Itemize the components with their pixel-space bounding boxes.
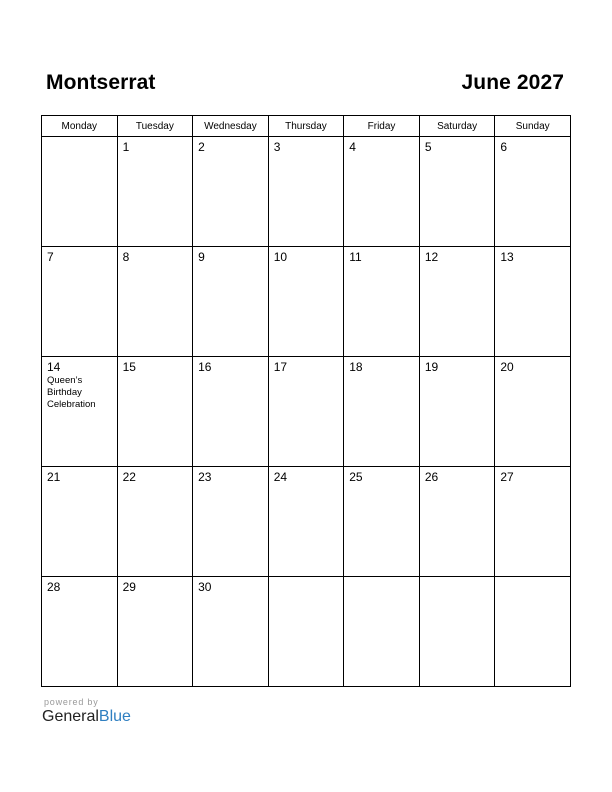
day-number: 7 <box>47 250 54 264</box>
day-cell <box>344 357 420 467</box>
day-number <box>269 577 344 581</box>
day-number: 3 <box>273 140 281 154</box>
day-cell <box>42 357 118 467</box>
day-number: 24 <box>273 470 288 484</box>
day-cell <box>117 247 193 357</box>
day-number: 18 <box>349 360 363 374</box>
day-number: 2 <box>198 140 205 154</box>
day-number: 25 <box>349 470 363 484</box>
weekday-header: Friday <box>344 116 420 137</box>
day-cell <box>268 357 344 467</box>
day-cell <box>42 137 118 247</box>
week-row <box>42 357 571 467</box>
day-number: 11 <box>349 250 362 264</box>
day-number: 15 <box>122 360 136 374</box>
day-cell <box>117 467 193 577</box>
day-cell <box>419 137 495 247</box>
day-cell <box>344 577 420 687</box>
day-number: 1 <box>122 140 130 154</box>
day-cell <box>42 467 118 577</box>
day-number: 5 <box>424 140 432 154</box>
day-number: 10 <box>273 250 288 264</box>
day-cell <box>419 357 495 467</box>
day-number: 4 <box>349 140 356 154</box>
day-number: 17 <box>273 360 288 374</box>
day-cell <box>268 137 344 247</box>
day-number: 30 <box>198 580 212 594</box>
day-number: 29 <box>122 580 136 594</box>
day-cell <box>117 357 193 467</box>
day-cell <box>495 357 571 467</box>
day-cell <box>344 247 420 357</box>
generalblue-logo[interactable] <box>42 708 131 726</box>
day-cell <box>268 467 344 577</box>
month-year-title: June 2027 <box>461 71 564 94</box>
country-title: Montserrat <box>46 71 156 94</box>
week-row <box>42 137 571 247</box>
day-number: 14 <box>47 360 61 374</box>
day-cell <box>419 467 495 577</box>
day-cell <box>193 467 269 577</box>
day-number: 13 <box>500 250 514 264</box>
week-row <box>42 577 571 687</box>
day-number: 20 <box>500 360 514 374</box>
day-number: 16 <box>198 360 212 374</box>
day-cell <box>495 577 571 687</box>
weekday-header-row <box>42 116 571 137</box>
day-number: 6 <box>500 140 508 154</box>
week-row <box>42 467 571 577</box>
day-number: 12 <box>424 250 439 264</box>
day-number: 21 <box>47 470 61 484</box>
weekday-header: Monday <box>42 116 118 137</box>
weekday-header: Sunday <box>495 116 571 137</box>
day-cell <box>193 357 269 467</box>
weekday-header: Saturday <box>419 116 495 137</box>
day-number <box>344 577 419 581</box>
day-number: 23 <box>198 470 212 484</box>
holiday-label: Queen’s Birthday Celebration <box>47 375 96 410</box>
day-cell <box>193 247 269 357</box>
day-number: 28 <box>47 580 61 594</box>
day-cell <box>419 247 495 357</box>
day-number: 22 <box>122 470 136 484</box>
day-cell <box>344 467 420 577</box>
week-row <box>42 247 571 357</box>
day-cell <box>117 577 193 687</box>
day-number: 9 <box>198 250 205 264</box>
day-cell <box>495 247 571 357</box>
powered-by-label: powered by <box>44 697 99 707</box>
weekday-header: Thursday <box>268 116 344 137</box>
day-cell <box>42 577 118 687</box>
day-cell <box>42 247 118 357</box>
day-number: 8 <box>122 250 130 264</box>
brand-general-text: General <box>42 708 99 725</box>
day-cell <box>344 137 420 247</box>
day-number <box>420 577 495 581</box>
day-cell <box>117 137 193 247</box>
day-cell <box>193 137 269 247</box>
weekday-header: Tuesday <box>117 116 193 137</box>
day-cell <box>268 577 344 687</box>
day-cell <box>495 467 571 577</box>
calendar-grid <box>41 115 571 687</box>
day-number: 19 <box>424 360 439 374</box>
day-number: 26 <box>424 470 439 484</box>
weekday-header: Wednesday <box>193 116 269 137</box>
day-cell <box>268 247 344 357</box>
day-cell <box>495 137 571 247</box>
day-number: 27 <box>500 470 514 484</box>
footer-branding <box>42 697 131 726</box>
day-cell <box>193 577 269 687</box>
day-number <box>42 137 117 141</box>
brand-blue-text: Blue <box>98 708 131 725</box>
day-number <box>495 577 570 581</box>
day-cell <box>419 577 495 687</box>
